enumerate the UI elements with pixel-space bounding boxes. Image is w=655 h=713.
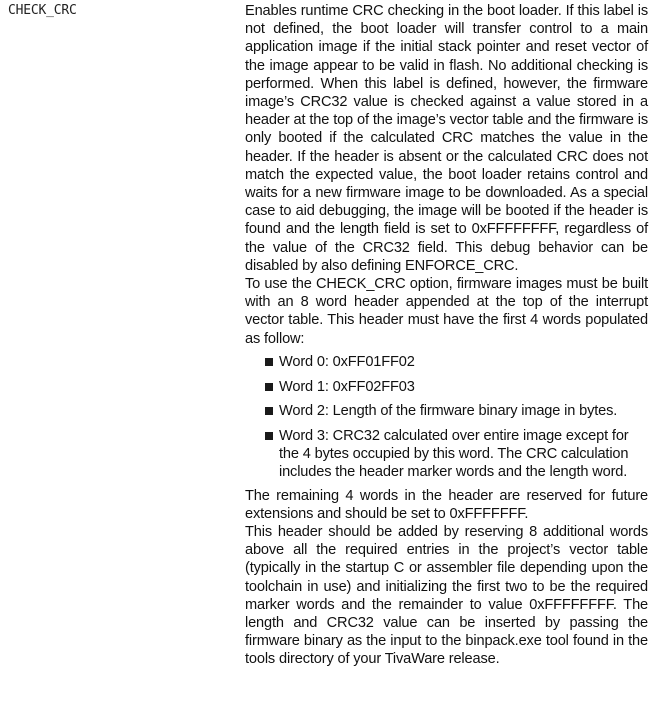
square-bullet-icon: [265, 358, 273, 366]
list-item: [265, 378, 648, 396]
description-paragraph-3: The remaining 4 words in the header are reserved for future extensions and should be set to 0xFFFFFFF.: [245, 487, 648, 522]
square-bullet-icon: [265, 383, 273, 391]
config-description: [245, 2, 648, 669]
description-paragraph-1: Enables runtime CRC checking in the boot loader. If this label is not defined, the boot loader will transfer control to a main application image if the initial stack pointer and reset vector of the image appear to be valid in flash. No additional checking is performed. When this label is defined, however, the firmware image’s CRC32 value is checked against a value stored in a header at the top of the image’s vector table and the firmware is only booted if the calculated CRC matches the value in the header. If the header is absent or the calculated CRC does not match the expected value, the boot loader retains control and waits for a new firmware image to be downloaded. As a special case to aid debugging, the image will be booted if the header is found and the length field is set to 0xFFFFFFFF, regardless of the value of the CRC32 field. This debug behavior can be disabled by also defining ENFORCE_CRC.: [245, 3, 648, 274]
header-words-list: [245, 353, 648, 482]
description-paragraph-4: This header should be added by reserving 8 additional words above all the required entries in the project’s vector table (typically in the startup C or assembler file depending upon the toolchain in use) and initializing the first two to be the required marker words and the remainder to value 0xFFFFFFFF. The length and CRC32 value can be inserted by passing the firmware binary as the input to the binpack.exe tool found in the tools directory of your TivaWare release.: [245, 523, 648, 668]
list-item-text: Word 2: Length of the firmware binary image in bytes.: [279, 403, 618, 420]
list-item-text: Word 0: 0xFF01FF02: [279, 353, 415, 370]
list-item: [265, 353, 648, 371]
list-item-text: Word 3: CRC32 calculated over entire image except for the 4 bytes occupied by this word. The CRC calculation includes the header marker words and the length word.: [279, 427, 629, 481]
list-item: [265, 402, 648, 420]
description-paragraph-2: To use the CHECK_CRC option, firmware images must be built with an 8 word header appended at the top of the interrupt vector table. This header must have the first 4 words populated as follow:: [245, 276, 648, 347]
config-label: CHECK_CRC: [8, 3, 77, 18]
square-bullet-icon: [265, 432, 273, 440]
list-item-text: Word 1: 0xFF02FF03: [279, 378, 415, 395]
list-item: [265, 427, 648, 482]
square-bullet-icon: [265, 407, 273, 415]
